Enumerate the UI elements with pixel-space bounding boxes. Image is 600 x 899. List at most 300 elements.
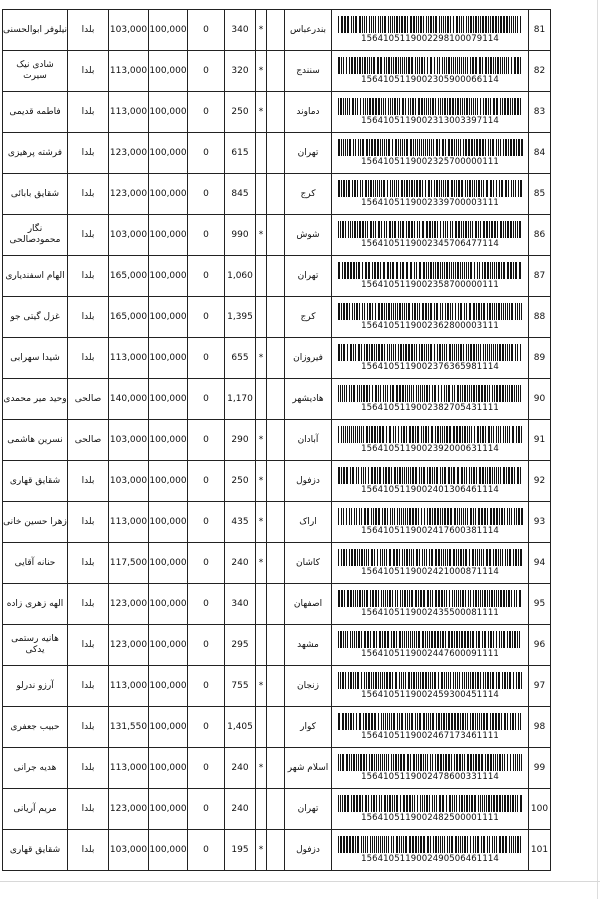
row-number-cell: 98 <box>529 707 551 748</box>
zero-cell: 0 <box>188 584 225 625</box>
barcode-bars <box>336 139 524 156</box>
barcode-graphic <box>336 754 524 782</box>
empty-cell <box>267 707 285 748</box>
destination-city-cell: مشهد <box>285 625 332 666</box>
empty-cell <box>267 379 285 420</box>
star-mark-cell <box>256 584 267 625</box>
table-row <box>3 379 551 420</box>
weight-cell: 1,405 <box>225 707 256 748</box>
base-amount-cell: 100,000 <box>149 215 188 256</box>
table-row <box>3 92 551 133</box>
base-amount-cell: 100,000 <box>149 707 188 748</box>
amount-cell: 103,000 <box>109 10 149 51</box>
service-type-cell: بلدا <box>68 789 109 830</box>
barcode-bars <box>336 795 524 812</box>
barcode-cell <box>332 215 529 256</box>
destination-city-cell: کرج <box>285 174 332 215</box>
base-amount-cell: 100,000 <box>149 584 188 625</box>
table-row <box>3 830 551 871</box>
star-mark-cell <box>256 707 267 748</box>
empty-cell <box>267 338 285 379</box>
base-amount-cell: 100,000 <box>149 10 188 51</box>
destination-city-cell: دزفول <box>285 461 332 502</box>
barcode-bars <box>336 303 524 320</box>
barcode-graphic <box>336 631 524 659</box>
star-mark-cell: * <box>256 748 267 789</box>
barcode-number: 1564105119002392000631114 <box>361 444 499 454</box>
barcode-cell <box>332 707 529 748</box>
weight-cell: 1,170 <box>225 379 256 420</box>
row-number-cell: 89 <box>529 338 551 379</box>
recipient-name-cell: الهام اسفندیاری <box>3 256 68 297</box>
base-amount-cell: 100,000 <box>149 174 188 215</box>
destination-city-cell: کاشان <box>285 543 332 584</box>
base-amount-cell: 100,000 <box>149 666 188 707</box>
weight-cell: 240 <box>225 789 256 830</box>
row-number-cell: 90 <box>529 379 551 420</box>
base-amount-cell: 100,000 <box>149 256 188 297</box>
star-mark-cell <box>256 297 267 338</box>
row-number-cell: 101 <box>529 830 551 871</box>
shipment-table <box>2 9 551 871</box>
weight-cell: 435 <box>225 502 256 543</box>
amount-cell: 123,000 <box>109 584 149 625</box>
destination-city-cell: هادیشهر <box>285 379 332 420</box>
weight-cell: 250 <box>225 461 256 502</box>
barcode-bars <box>336 385 524 402</box>
barcode-cell <box>332 92 529 133</box>
amount-cell: 131,550 <box>109 707 149 748</box>
table-row <box>3 584 551 625</box>
destination-city-cell: اراک <box>285 502 332 543</box>
barcode-graphic <box>336 180 524 208</box>
table-row <box>3 543 551 584</box>
service-type-cell: بلدا <box>68 338 109 379</box>
row-number-cell: 86 <box>529 215 551 256</box>
page-edge <box>597 0 598 899</box>
barcode-cell <box>332 297 529 338</box>
destination-city-cell: اصفهان <box>285 584 332 625</box>
destination-city-cell: اسلام شهر <box>285 748 332 789</box>
empty-cell <box>267 748 285 789</box>
amount-cell: 103,000 <box>109 830 149 871</box>
barcode-graphic <box>336 426 524 454</box>
zero-cell: 0 <box>188 830 225 871</box>
barcode-number: 1564105119002358700000111 <box>361 280 499 290</box>
table-body <box>3 10 551 871</box>
service-type-cell: بلدا <box>68 461 109 502</box>
barcode-bars <box>336 344 524 361</box>
barcode-cell <box>332 666 529 707</box>
table-row <box>3 748 551 789</box>
star-mark-cell: * <box>256 215 267 256</box>
empty-cell <box>267 502 285 543</box>
destination-city-cell: سنندج <box>285 51 332 92</box>
weight-cell: 340 <box>225 584 256 625</box>
recipient-name-cell: شادی نیک سیرت <box>3 51 68 92</box>
barcode-cell <box>332 420 529 461</box>
empty-cell <box>267 789 285 830</box>
amount-cell: 123,000 <box>109 133 149 174</box>
weight-cell: 615 <box>225 133 256 174</box>
table-row <box>3 338 551 379</box>
table-row <box>3 51 551 92</box>
barcode-cell <box>332 133 529 174</box>
amount-cell: 103,000 <box>109 420 149 461</box>
recipient-name-cell: هانیه رستمی یدکی <box>3 625 68 666</box>
service-type-cell: بلدا <box>68 584 109 625</box>
row-number-cell: 88 <box>529 297 551 338</box>
barcode-graphic <box>336 467 524 495</box>
base-amount-cell: 100,000 <box>149 297 188 338</box>
weight-cell: 1,060 <box>225 256 256 297</box>
recipient-name-cell: فرشته پرهیزی <box>3 133 68 174</box>
weight-cell: 295 <box>225 625 256 666</box>
barcode-graphic <box>336 795 524 823</box>
empty-cell <box>267 10 285 51</box>
recipient-name-cell: الهه زهری زاده <box>3 584 68 625</box>
base-amount-cell: 100,000 <box>149 92 188 133</box>
barcode-cell <box>332 379 529 420</box>
star-mark-cell <box>256 133 267 174</box>
service-type-cell: بلدا <box>68 666 109 707</box>
zero-cell: 0 <box>188 502 225 543</box>
base-amount-cell: 100,000 <box>149 420 188 461</box>
table-row <box>3 420 551 461</box>
empty-cell <box>267 174 285 215</box>
recipient-name-cell: غزل گیتی جو <box>3 297 68 338</box>
row-number-cell: 81 <box>529 10 551 51</box>
recipient-name-cell: شقایق بابائی <box>3 174 68 215</box>
barcode-number: 1564105119002490506461114 <box>361 854 499 864</box>
barcode-cell <box>332 461 529 502</box>
row-number-cell: 96 <box>529 625 551 666</box>
recipient-name-cell: شقایق قهاری <box>3 830 68 871</box>
barcode-cell <box>332 338 529 379</box>
empty-cell <box>267 256 285 297</box>
weight-cell: 845 <box>225 174 256 215</box>
empty-cell <box>267 92 285 133</box>
base-amount-cell: 100,000 <box>149 748 188 789</box>
recipient-name-cell: شقایق قهاری <box>3 461 68 502</box>
destination-city-cell: تهران <box>285 789 332 830</box>
zero-cell: 0 <box>188 707 225 748</box>
weight-cell: 340 <box>225 10 256 51</box>
row-number-cell: 94 <box>529 543 551 584</box>
table-row <box>3 215 551 256</box>
zero-cell: 0 <box>188 297 225 338</box>
service-type-cell: بلدا <box>68 543 109 584</box>
barcode-bars <box>336 262 524 279</box>
barcode-number: 1564105119002401306461114 <box>361 485 499 495</box>
row-number-cell: 95 <box>529 584 551 625</box>
barcode-number: 1564105119002362800003111 <box>361 321 499 331</box>
star-mark-cell: * <box>256 461 267 502</box>
barcode-cell <box>332 748 529 789</box>
weight-cell: 655 <box>225 338 256 379</box>
barcode-number: 1564105119002435500081111 <box>361 608 499 618</box>
star-mark-cell: * <box>256 502 267 543</box>
row-number-cell: 100 <box>529 789 551 830</box>
barcode-graphic <box>336 549 524 577</box>
barcode-number: 1564105119002298100079114 <box>361 34 499 44</box>
page-divider <box>0 881 600 882</box>
recipient-name-cell: نگار محمودصالحی <box>3 215 68 256</box>
base-amount-cell: 100,000 <box>149 830 188 871</box>
service-type-cell: بلدا <box>68 215 109 256</box>
destination-city-cell: بندرعباس <box>285 10 332 51</box>
service-type-cell: بلدا <box>68 133 109 174</box>
zero-cell: 0 <box>188 338 225 379</box>
amount-cell: 103,000 <box>109 215 149 256</box>
barcode-bars <box>336 180 524 197</box>
empty-cell <box>267 297 285 338</box>
amount-cell: 117,500 <box>109 543 149 584</box>
service-type-cell: بلدا <box>68 51 109 92</box>
amount-cell: 103,000 <box>109 461 149 502</box>
zero-cell: 0 <box>188 215 225 256</box>
service-type-cell: بلدا <box>68 707 109 748</box>
table-row <box>3 297 551 338</box>
empty-cell <box>267 461 285 502</box>
star-mark-cell: * <box>256 92 267 133</box>
row-number-cell: 99 <box>529 748 551 789</box>
barcode-number: 1564105119002482500001111 <box>361 813 499 823</box>
service-type-cell: بلدا <box>68 502 109 543</box>
barcode-bars <box>336 16 524 33</box>
barcode-graphic <box>336 221 524 249</box>
barcode-graphic <box>336 98 524 126</box>
recipient-name-cell: آرزو ندرلو <box>3 666 68 707</box>
barcode-number: 1564105119002305900066114 <box>361 75 499 85</box>
empty-cell <box>267 584 285 625</box>
base-amount-cell: 100,000 <box>149 133 188 174</box>
base-amount-cell: 100,000 <box>149 379 188 420</box>
recipient-name-cell: شیدا سهرابی <box>3 338 68 379</box>
zero-cell: 0 <box>188 256 225 297</box>
recipient-name-cell: حنانه آقایی <box>3 543 68 584</box>
barcode-cell <box>332 174 529 215</box>
barcode-graphic <box>336 385 524 413</box>
star-mark-cell: * <box>256 10 267 51</box>
barcode-bars <box>336 221 524 238</box>
barcode-bars <box>336 631 524 648</box>
barcode-graphic <box>336 590 524 618</box>
row-number-cell: 93 <box>529 502 551 543</box>
barcode-number: 1564105119002478600331114 <box>361 772 499 782</box>
base-amount-cell: 100,000 <box>149 502 188 543</box>
barcode-number: 1564105119002313003397114 <box>361 116 499 126</box>
row-number-cell: 82 <box>529 51 551 92</box>
barcode-graphic <box>336 344 524 372</box>
row-number-cell: 85 <box>529 174 551 215</box>
barcode-bars <box>336 590 524 607</box>
amount-cell: 123,000 <box>109 789 149 830</box>
barcode-bars <box>336 426 524 443</box>
star-mark-cell <box>256 789 267 830</box>
barcode-cell <box>332 51 529 92</box>
destination-city-cell: تهران <box>285 133 332 174</box>
empty-cell <box>267 625 285 666</box>
amount-cell: 113,000 <box>109 748 149 789</box>
amount-cell: 113,000 <box>109 666 149 707</box>
destination-city-cell: دماوند <box>285 92 332 133</box>
service-type-cell: بلدا <box>68 256 109 297</box>
table-row <box>3 10 551 51</box>
amount-cell: 140,000 <box>109 379 149 420</box>
barcode-graphic <box>336 672 524 700</box>
weight-cell: 240 <box>225 748 256 789</box>
amount-cell: 165,000 <box>109 297 149 338</box>
recipient-name-cell: حبیب جعفری <box>3 707 68 748</box>
service-type-cell: صالحی <box>68 379 109 420</box>
barcode-cell <box>332 625 529 666</box>
amount-cell: 113,000 <box>109 502 149 543</box>
barcode-graphic <box>336 262 524 290</box>
row-number-cell: 97 <box>529 666 551 707</box>
service-type-cell: بلدا <box>68 297 109 338</box>
weight-cell: 320 <box>225 51 256 92</box>
recipient-name-cell: هدیه جرانی <box>3 748 68 789</box>
empty-cell <box>267 666 285 707</box>
amount-cell: 123,000 <box>109 625 149 666</box>
weight-cell: 290 <box>225 420 256 461</box>
base-amount-cell: 100,000 <box>149 51 188 92</box>
star-mark-cell: * <box>256 830 267 871</box>
service-type-cell: صالحی <box>68 420 109 461</box>
empty-cell <box>267 830 285 871</box>
amount-cell: 113,000 <box>109 338 149 379</box>
zero-cell: 0 <box>188 461 225 502</box>
zero-cell: 0 <box>188 133 225 174</box>
star-mark-cell: * <box>256 51 267 92</box>
table-row <box>3 461 551 502</box>
empty-cell <box>267 133 285 174</box>
zero-cell: 0 <box>188 666 225 707</box>
base-amount-cell: 100,000 <box>149 789 188 830</box>
service-type-cell: بلدا <box>68 625 109 666</box>
star-mark-cell <box>256 625 267 666</box>
barcode-number: 1564105119002459300451114 <box>361 690 499 700</box>
destination-city-cell: تهران <box>285 256 332 297</box>
star-mark-cell: * <box>256 420 267 461</box>
barcode-number: 1564105119002447600091111 <box>361 649 499 659</box>
amount-cell: 123,000 <box>109 174 149 215</box>
barcode-number: 1564105119002339700003111 <box>361 198 499 208</box>
row-number-cell: 91 <box>529 420 551 461</box>
barcode-cell <box>332 502 529 543</box>
barcode-bars <box>336 672 524 689</box>
barcode-graphic <box>336 713 524 741</box>
barcode-number: 1564105119002345706477114 <box>361 239 499 249</box>
table-row <box>3 133 551 174</box>
service-type-cell: بلدا <box>68 174 109 215</box>
barcode-graphic <box>336 16 524 44</box>
amount-cell: 113,000 <box>109 92 149 133</box>
table-row <box>3 789 551 830</box>
barcode-bars <box>336 508 524 525</box>
empty-cell <box>267 51 285 92</box>
barcode-cell <box>332 10 529 51</box>
base-amount-cell: 100,000 <box>149 543 188 584</box>
empty-cell <box>267 420 285 461</box>
service-type-cell: بلدا <box>68 830 109 871</box>
star-mark-cell: * <box>256 543 267 584</box>
barcode-graphic <box>336 57 524 85</box>
barcode-bars <box>336 57 524 74</box>
destination-city-cell: زنجان <box>285 666 332 707</box>
barcode-number: 1564105119002417600381114 <box>361 526 499 536</box>
zero-cell: 0 <box>188 379 225 420</box>
table-row <box>3 256 551 297</box>
empty-cell <box>267 543 285 584</box>
barcode-bars <box>336 713 524 730</box>
barcode-bars <box>336 754 524 771</box>
zero-cell: 0 <box>188 625 225 666</box>
recipient-name-cell: فاطمه قدیمی <box>3 92 68 133</box>
barcode-graphic <box>336 836 524 864</box>
star-mark-cell <box>256 256 267 297</box>
barcode-bars <box>336 98 524 115</box>
zero-cell: 0 <box>188 789 225 830</box>
zero-cell: 0 <box>188 543 225 584</box>
weight-cell: 1,395 <box>225 297 256 338</box>
zero-cell: 0 <box>188 10 225 51</box>
barcode-bars <box>336 836 524 853</box>
barcode-number: 1564105119002325700000111 <box>361 157 499 167</box>
base-amount-cell: 100,000 <box>149 338 188 379</box>
barcode-cell <box>332 830 529 871</box>
row-number-cell: 92 <box>529 461 551 502</box>
amount-cell: 113,000 <box>109 51 149 92</box>
weight-cell: 240 <box>225 543 256 584</box>
table-row <box>3 502 551 543</box>
recipient-name-cell: نسرین هاشمی <box>3 420 68 461</box>
barcode-graphic <box>336 508 524 536</box>
recipient-name-cell: نیلوفر ابوالحسنی <box>3 10 68 51</box>
row-number-cell: 84 <box>529 133 551 174</box>
barcode-bars <box>336 549 524 566</box>
destination-city-cell: کوار <box>285 707 332 748</box>
destination-city-cell: دزفول <box>285 830 332 871</box>
destination-city-cell: آبادان <box>285 420 332 461</box>
service-type-cell: بلدا <box>68 92 109 133</box>
weight-cell: 755 <box>225 666 256 707</box>
service-type-cell: بلدا <box>68 10 109 51</box>
zero-cell: 0 <box>188 92 225 133</box>
empty-cell <box>267 215 285 256</box>
barcode-number: 1564105119002421000871114 <box>361 567 499 577</box>
row-number-cell: 83 <box>529 92 551 133</box>
destination-city-cell: شوش <box>285 215 332 256</box>
barcode-cell <box>332 543 529 584</box>
barcode-cell <box>332 584 529 625</box>
star-mark-cell: * <box>256 666 267 707</box>
zero-cell: 0 <box>188 51 225 92</box>
barcode-number: 1564105119002376365981114 <box>361 362 499 372</box>
destination-city-cell: فیروزان <box>285 338 332 379</box>
weight-cell: 990 <box>225 215 256 256</box>
table-row <box>3 666 551 707</box>
star-mark-cell <box>256 379 267 420</box>
star-mark-cell: * <box>256 338 267 379</box>
barcode-number: 1564105119002382705431111 <box>361 403 499 413</box>
barcode-graphic <box>336 139 524 167</box>
recipient-name-cell: مریم آریانی <box>3 789 68 830</box>
table-row <box>3 707 551 748</box>
recipient-name-cell: وحید میر محمدی <box>3 379 68 420</box>
destination-city-cell: کرج <box>285 297 332 338</box>
